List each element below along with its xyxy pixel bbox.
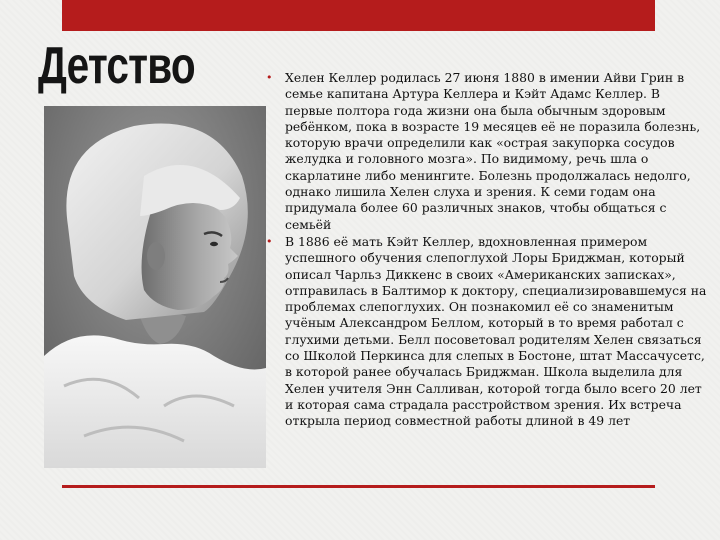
list-item bbox=[266, 70, 710, 233]
portrait-photo bbox=[44, 106, 266, 468]
bullet-icon: • bbox=[266, 234, 273, 248]
bottom-accent-line bbox=[62, 485, 655, 488]
bullet-text: Хелен Келлер родилась 27 июня 1880 в имении Айви Грин в семье капитана Артура Келлера и Кэйт Адамс Келлер. В первые полтора года жизни она была обычным здоровым ребёнком, пока в возрасте 19 месяцев её не поразила болезнь, которую врачи определили как «острая закупорка сосудов желудка и головного мозга». По видимому, речь шла о скарлатине либо менингите. Болезнь продолжалась недолго, однако лишила Хелен слуха и зрения. К семи годам она придумала более 60 различных знаков, чтобы общаться с семьёй bbox=[285, 70, 701, 232]
bullet-icon: • bbox=[266, 71, 273, 84]
top-accent-bar bbox=[62, 0, 655, 31]
list-item bbox=[266, 234, 710, 430]
girl-portrait-photo-icon bbox=[44, 106, 266, 468]
bullet-list bbox=[266, 70, 710, 430]
bullet-text: В 1886 её мать Кэйт Келлер, вдохновленная примером успешного обучения слепоглухой Лоры Бриджман, который описал Чарльз Диккенс в своих «Американских записках», отправилась в Балтимор к доктору, специализировавшемуся на проблемах слепоглухих. Он познакомил её со знаменитым учёным Александром Беллом, который в то время работал с глухими детьми. Белл посоветовал родителям Хелен связаться со Школой Перкинса для слепых в Бостоне, штат Массачусетс, в которой ранее обучалась Бриджман. Школа выделила для Хелен учителя Энн Салливан, которой тогда было всего 20 лет и которая сама страдала расстройством зрения. Их встреча открыла период совместной работы длиной в 49 лет bbox=[285, 233, 707, 429]
text-content bbox=[266, 70, 710, 431]
slide-title: Детство bbox=[38, 37, 195, 95]
